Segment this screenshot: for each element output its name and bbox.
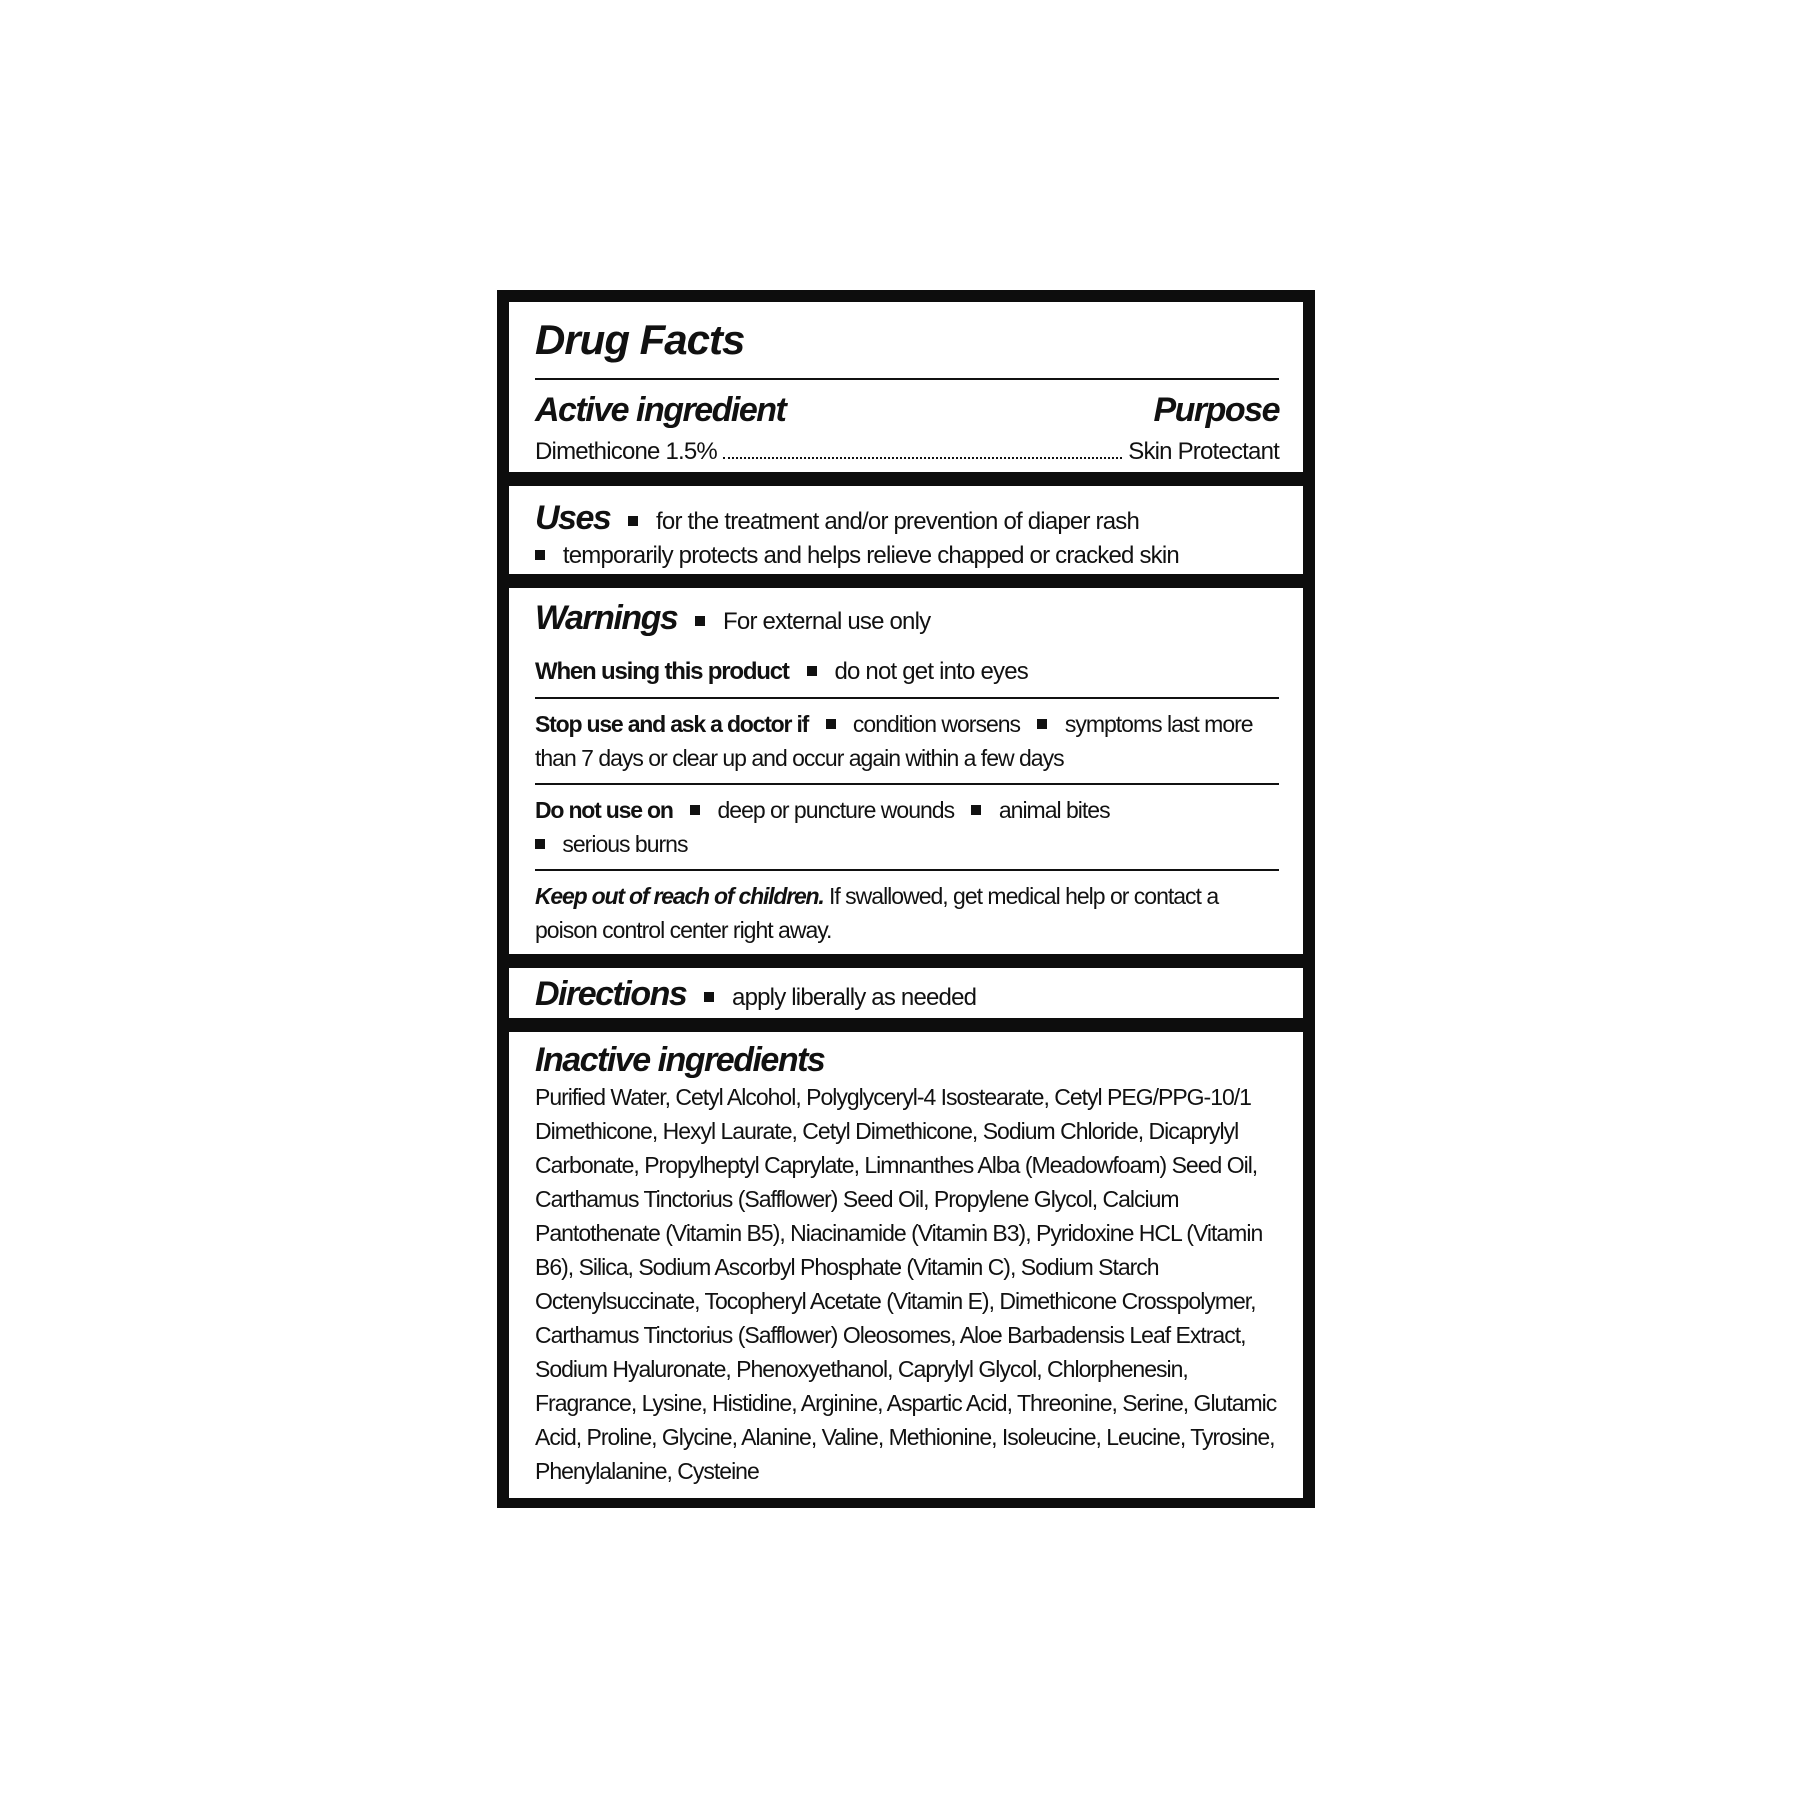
drug-facts-title: Drug Facts	[535, 316, 745, 363]
uses-item: temporarily protects and helps relieve chapped or cracked skin	[562, 542, 1179, 569]
warnings-divider	[535, 869, 1279, 871]
active-ingredient-panel	[509, 302, 1303, 472]
warnings-line	[535, 598, 1279, 639]
uses-heading: Uses	[535, 499, 611, 537]
external-use-text: For external use only	[723, 608, 931, 635]
bullet-icon	[690, 805, 700, 815]
warnings-heading: Warnings	[535, 599, 678, 637]
directions-item: apply liberally as needed	[732, 984, 977, 1011]
bullet-icon	[695, 616, 705, 626]
keep-out-label: Keep out of reach of children.	[535, 883, 824, 909]
bullet-icon	[704, 992, 714, 1002]
active-ingredient-header-row	[535, 390, 1279, 430]
do-not-use-item: deep or puncture wounds	[717, 797, 955, 823]
active-ingredient-purpose: Skin Protectant	[1128, 438, 1279, 465]
stop-use-label: Stop use and ask a doctor if	[535, 711, 809, 737]
purpose-heading: Purpose	[1153, 391, 1279, 429]
active-ingredient-row	[535, 438, 1279, 466]
drug-facts-label	[497, 290, 1315, 1508]
when-using-label: When using this product	[535, 658, 789, 685]
active-ingredient-name: Dimethicone 1.5%	[535, 438, 717, 465]
stop-use-item: condition worsens	[852, 711, 1021, 737]
when-using-item: do not get into eyes	[834, 658, 1028, 685]
directions-line	[535, 974, 1279, 1015]
warnings-panel	[509, 588, 1303, 954]
bullet-icon	[807, 666, 817, 676]
when-using-line	[535, 655, 1279, 689]
stop-use-item: symptoms last more than 7 days or clear up and occur again within a few days	[535, 711, 1253, 771]
uses-item: for the treatment and/or prevention of diaper rash	[656, 508, 1140, 535]
keep-out-text: If swallowed, get medical help or contact a poison control center right away.	[535, 883, 1219, 943]
directions-panel	[509, 968, 1303, 1018]
do-not-use-item: animal bites	[998, 797, 1110, 823]
do-not-use-label: Do not use on	[535, 797, 673, 823]
uses-panel	[509, 486, 1303, 574]
bullet-icon	[971, 805, 981, 815]
inactive-ingredients-panel	[509, 1032, 1303, 1498]
warnings-divider	[535, 697, 1279, 699]
active-ingredient-heading: Active ingredient	[535, 391, 786, 429]
bullet-icon	[826, 719, 836, 729]
warnings-divider	[535, 783, 1279, 785]
do-not-use-item: serious burns	[562, 831, 688, 857]
inactive-ingredients-heading: Inactive ingredients	[535, 1041, 825, 1079]
inactive-ingredients-text: Purified Water, Cetyl Alcohol, Polyglyceryl-4 Isostearate, Cetyl PEG/PPG-10/1 Dimethicone, Hexyl Laurate, Cetyl Dimethicone, Sodium Chloride, Dicaprylyl Carbonate, Propylheptyl Caprylate, Limnanthes Alba (Meadowfoam) Seed Oil, Carthamus Tinctorius (Safflower) Seed Oil, Propylene Glycol, Calcium Pantothenate (Vitamin B5), Niacinamide (Vitamin B3), Pyridoxine HCL (Vitamin B6), Silica, Sodium Ascorbyl Phosphate (Vitamin C), Sodium Starch Octenylsuccinate, Tocopheryl Acetate (Vitamin E), Dimethicone Crosspolymer, Carthamus Tinctorius (Safflower) Oleosomes, Aloe Barbadensis Leaf Extract, Sodium Hyaluronate, Phenoxyethanol, Caprylyl Glycol, Chlorphenesin, Fragrance, Lysine, Histidine, Arginine, Aspartic Acid, Threonine, Serine, Glutamic Acid, Proline, Glycine, Alanine, Valine, Methionine, Isoleucine, Leucine, Tyrosine, Phenylalanine, Cysteine	[535, 1084, 1277, 1484]
bullet-icon	[535, 550, 545, 560]
dot-leader	[723, 439, 1122, 459]
directions-heading: Directions	[535, 975, 687, 1013]
bullet-icon	[1037, 719, 1047, 729]
uses-line-2	[535, 539, 1279, 573]
keep-out-block	[535, 879, 1279, 947]
bullet-icon	[628, 516, 638, 526]
uses-line-1	[535, 498, 1279, 539]
do-not-use-block	[535, 793, 1279, 861]
title-divider	[535, 378, 1279, 380]
stop-use-block	[535, 707, 1279, 775]
bullet-icon	[535, 839, 545, 849]
